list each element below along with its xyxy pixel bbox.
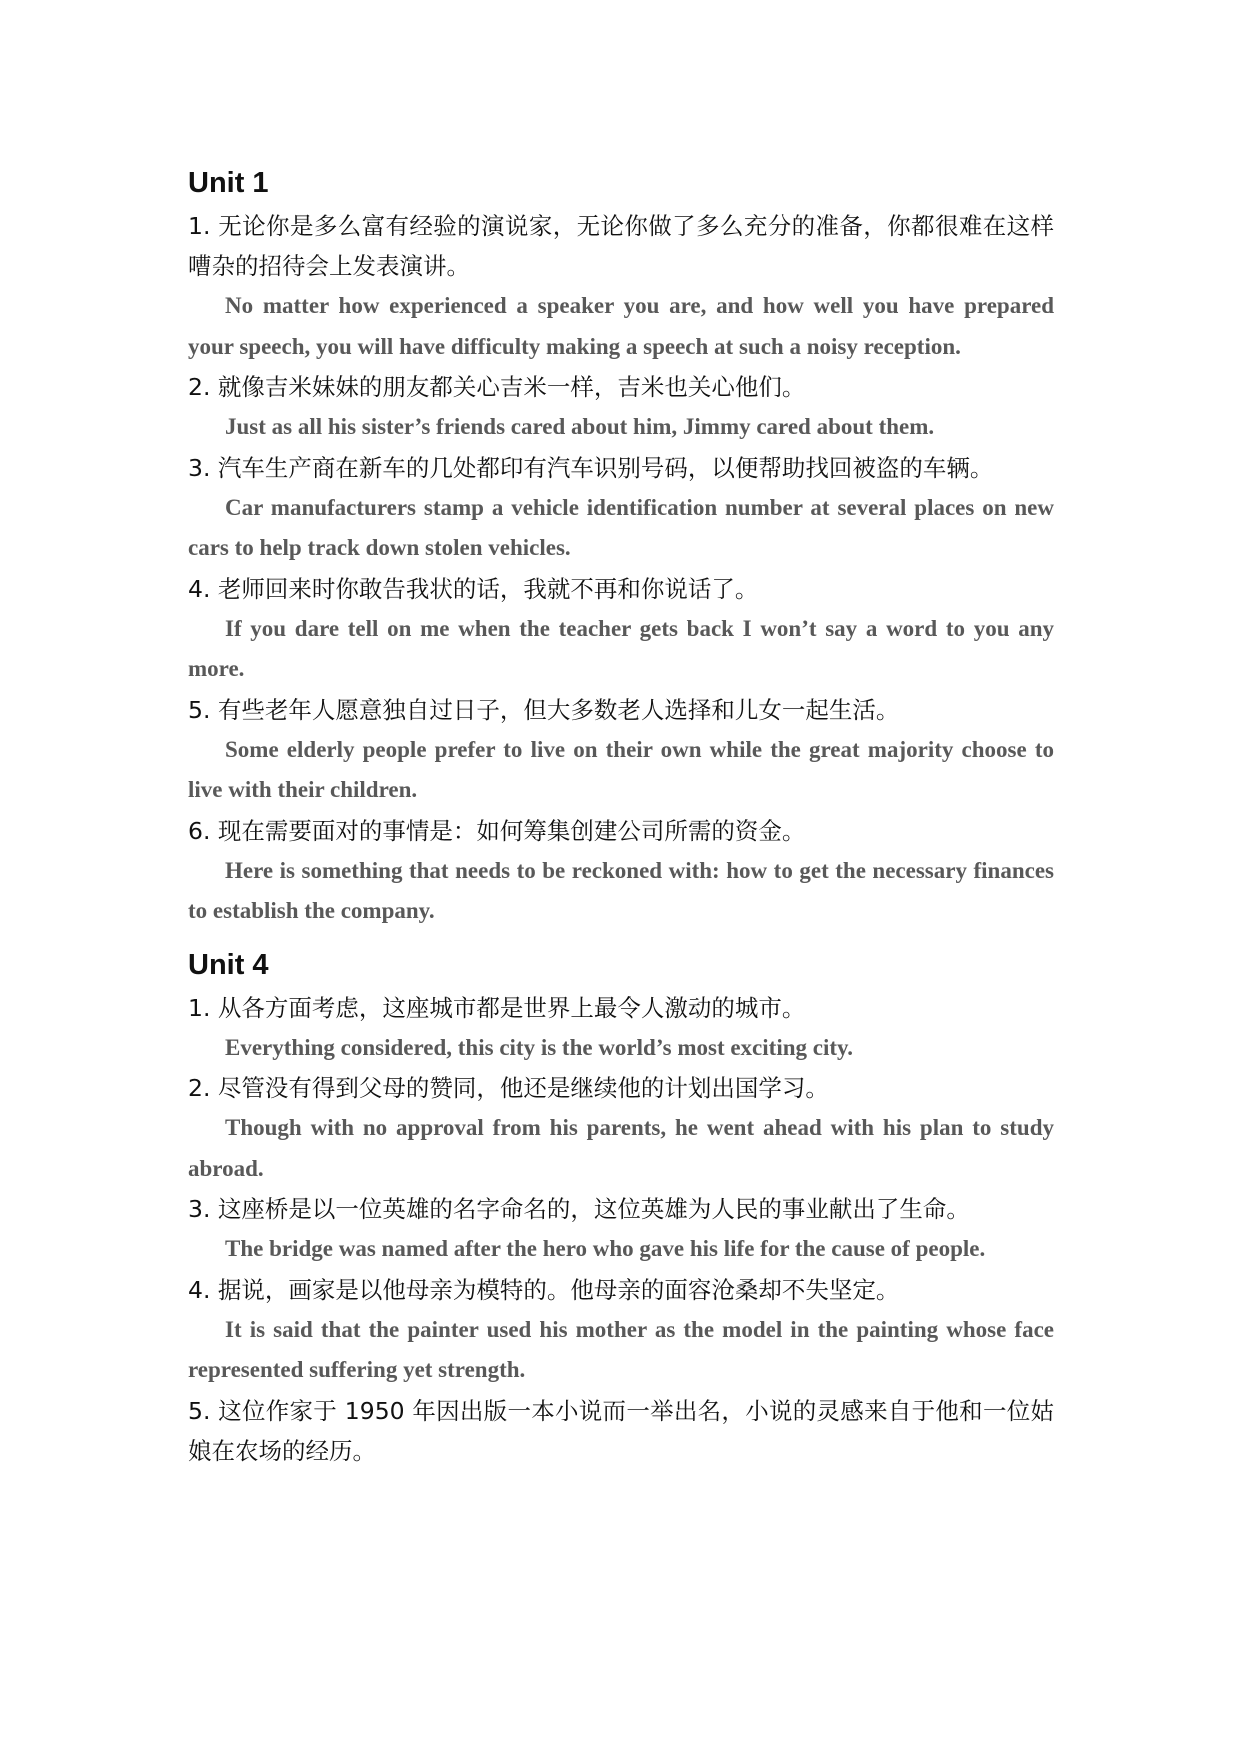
unit-4-item-1 bbox=[188, 988, 1054, 1069]
chinese-sentence: 4. 老师回来时你敢告我状的话，我就不再和你说话了。 bbox=[188, 574, 759, 603]
unit-1-title: Unit 1 bbox=[188, 167, 269, 199]
english-translation: Everything considered, this city is the world’s most exciting city. bbox=[225, 1034, 853, 1060]
unit-4-item-4 bbox=[188, 1270, 1054, 1391]
chinese-sentence: 3. 汽车生产商在新车的几处都印有汽车识别号码，以便帮助找回被盗的车辆。 bbox=[188, 453, 994, 482]
chinese-sentence: 2. 就像吉米妹妹的朋友都关心吉米一样，吉米也关心他们。 bbox=[188, 373, 806, 401]
english-translation: Car manufacturers stamp a vehicle identification number at several places on new cars to help track down stolen vehicles. bbox=[188, 494, 1054, 560]
unit-1-section bbox=[188, 160, 1054, 932]
chinese-sentence: 1. 从各方面考虑，这座城市都是世界上最令人激动的城市。 bbox=[188, 993, 806, 1022]
english-translation: No matter how experienced a speaker you are, and how well you have prepared your speech, you will have difficulty making a speech at such a noisy reception. bbox=[188, 293, 1054, 359]
chinese-sentence: 6. 现在需要面对的事情是：如何筹集创建公司所需的资金。 bbox=[188, 816, 806, 845]
unit-1-item-3 bbox=[188, 448, 1054, 569]
chinese-sentence: 3. 这座桥是以一位英雄的名字命名的，这位英雄为人民的事业献出了生命。 bbox=[188, 1195, 970, 1223]
chinese-sentence: 2. 尽管没有得到父母的赞同，他还是继续他的计划出国学习。 bbox=[188, 1074, 829, 1102]
unit-1-item-2 bbox=[188, 367, 1054, 448]
unit-1-item-4 bbox=[188, 569, 1054, 690]
unit-1-item-5 bbox=[188, 690, 1054, 811]
english-translation: Here is something that needs to be reckoned with: how to get the necessary finances to establish the company. bbox=[188, 857, 1054, 923]
english-translation: It is said that the painter used his mother as the model in the painting whose face represented suffering yet strength. bbox=[188, 1316, 1054, 1382]
english-translation: The bridge was named after the hero who gave his life for the cause of people. bbox=[225, 1236, 986, 1261]
chinese-sentence: 5. 有些老年人愿意独自过日子，但大多数老人选择和儿女一起生活。 bbox=[188, 695, 900, 724]
english-translation: Just as all his sister’s friends cared about him, Jimmy cared about them. bbox=[225, 414, 935, 439]
unit-4-item-3 bbox=[188, 1189, 1054, 1270]
chinese-sentence: 1. 无论你是多么富有经验的演说家，无论你做了多么充分的准备，你都很难在这样嘈杂的招待会上发表演讲。 bbox=[188, 212, 1054, 280]
unit-4-item-2 bbox=[188, 1068, 1054, 1189]
unit-4-item-5 bbox=[188, 1391, 1054, 1471]
chinese-sentence: 4. 据说，画家是以他母亲为模特的。他母亲的面容沧桑却不失坚定。 bbox=[188, 1275, 900, 1304]
unit-1-item-1 bbox=[188, 206, 1054, 367]
english-translation: If you dare tell on me when the teacher gets back I won’t say a word to you any more. bbox=[188, 615, 1054, 681]
chinese-sentence: 5. 这位作家于 1950 年因出版一本小说而一举出名，小说的灵感来自于他和一位姑娘在农场的经历。 bbox=[188, 1396, 1054, 1465]
english-translation: Though with no approval from his parents, he went ahead with his plan to study abroad. bbox=[188, 1115, 1054, 1181]
unit-4-section bbox=[188, 942, 1054, 1471]
unit-4-title: Unit 4 bbox=[188, 948, 269, 981]
english-translation: Some elderly people prefer to live on their own while the great majority choose to live with their children. bbox=[188, 736, 1054, 802]
unit-1-item-6 bbox=[188, 811, 1054, 932]
document-content bbox=[188, 160, 1054, 1471]
